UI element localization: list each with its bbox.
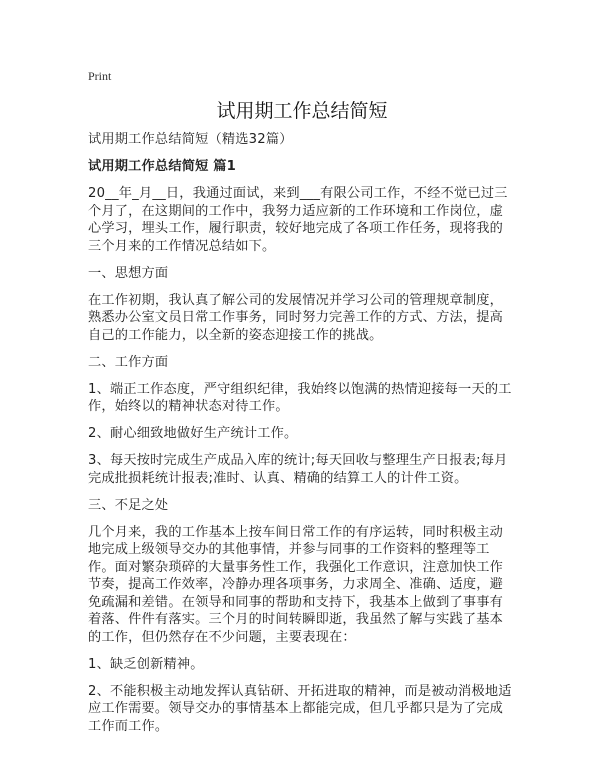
subheading-shortcomings: 三、不足之处 xyxy=(88,497,169,513)
subtitle: 试用期工作总结简短（精选32篇） xyxy=(88,132,293,147)
paragraph: 3、每天按时完成生产成品入库的统计;每天回收与整理生产日报表;每月完成批损耗统计报表;准时、认真、精确的结算工人的计件工资。 xyxy=(88,453,508,486)
subheading-thought: 一、思想方面 xyxy=(88,265,169,281)
page-title: 试用期工作总结简短 xyxy=(216,100,388,122)
paragraph: 2、耐心细致地做好生产统计工作。 xyxy=(88,426,298,441)
print-link[interactable]: Print xyxy=(88,69,112,83)
paragraph: 1、缺乏创新精神。 xyxy=(88,656,204,672)
paragraph: 20__年_月__日，我通过面试，来到___有限公司工作，不经不觉已过三个月了，在这期间的工作中，我努力适应新的工作环境和工作岗位，虚心学习，埋头工作，履行职责，较好地完成了各项工作任务，现将我的三个月来的工作情况总结如下。 xyxy=(88,186,508,254)
section-heading: 试用期工作总结简短 篇1 xyxy=(88,159,237,174)
document-body xyxy=(88,99,516,745)
paragraph: 2、不能积极主动地发挥认真钻研、开拓进取的精神，而是被动消极地适应工作需要。领导交办的事情基本上都能完成，但几乎都只是为了完成工作而工作。 xyxy=(88,683,512,734)
paragraph: 1、端正工作态度，严守组织纪律，我始终以饱满的热情迎接每一天的工作，始终以的精神状态对待工作。 xyxy=(88,381,512,414)
subheading-work: 二、工作方面 xyxy=(88,354,169,370)
paragraph: 几个月来，我的工作基本上按车间日常工作的有序运转，同时积极主动地完成上级领导交办的其他事情，并参与同事的工作资料的整理等工作。面对繁杂琐碎的大量事务性工作，我强化工作意识，注意加快工作节奏，提高工作效率，冷静办理各项事务，力求周全、准确、适度，避免疏漏和差错。在领导和同事的帮助和支持下，我基本上做到了事事有着落、件件有落实。三个月的时间转瞬即逝，我虽然了解与实践了基本的工作，但仍然存在不少问题，主要表现在： xyxy=(88,524,504,645)
paragraph: 在工作初期，我认真了解公司的发展情况并学习公司的管理规章制度，熟悉办公室文员日常工作事务，同时努力完善工作的方式、方法，提高自己的工作能力，以全新的姿态迎接工作的挑战。 xyxy=(88,292,504,343)
